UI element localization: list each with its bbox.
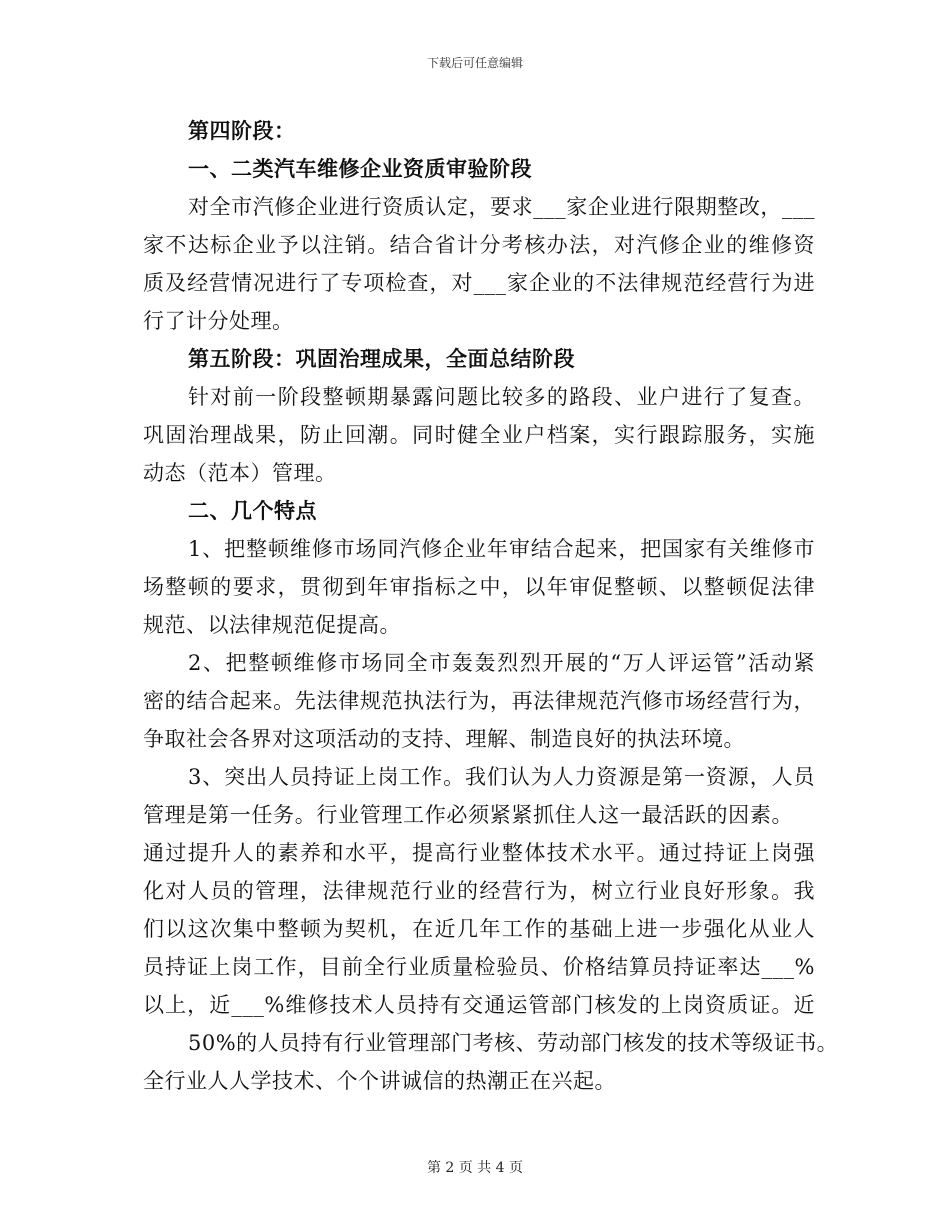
paragraph-line: 争取社会各界对这项活动的支持、理解、制造良好的执法环境。 [143,727,745,751]
section-heading-qualification: 一、二类汽车维修企业资质审验阶段 [188,156,532,181]
paragraph-line: 规范、以法律规范促提高。 [143,613,401,637]
paragraph-line: 通过提升人的素养和水平，提高行业整体技术水平。通过持证上岗强 [143,841,815,865]
paragraph-line: 巩固治理战果，防止回潮。同时健全业户档案，实行跟踪服务，实施 [143,423,815,447]
paragraph-line: 3、突出人员持证上岗工作。我们认为人力资源是第一资源，人员 [188,765,815,789]
paragraph-line: 针对前一阶段整顿期暴露问题比较多的路段、业户进行了复查。 [188,385,815,409]
document-body [143,112,839,1100]
paragraph-line: 对全市汽修企业进行资质认定，要求___家企业进行限期整改，___ [188,195,815,219]
page-number: 第 2 页 共 4 页 [426,1160,524,1176]
paragraph-line: 1、把整顿维修市场同汽修企业年审结合起来，把国家有关维修市 [188,537,815,561]
paragraph-line: 家不达标企业予以注销。结合省计分考核办法，对汽修企业的维修资 [143,233,815,257]
paragraph-line: 全行业人人学技术、个个讲诚信的热潮正在兴起。 [143,1069,616,1093]
paragraph-line: 50%的人员持有行业管理部门考核、劳动部门核发的技术等级证书。 [188,1031,839,1055]
paragraph-line: 场整顿的要求，贯彻到年审指标之中，以年审促整顿、以整顿促法律 [143,575,815,599]
paragraph-line: 化对人员的管理，法律规范行业的经营行为，树立行业良好形象。我 [143,879,815,903]
stage-five-heading: 第五阶段：巩固治理成果，全面总结阶段 [188,346,575,371]
paragraph-line: 2、把整顿维修市场同全市轰轰烈烈开展的“万人评运管”活动紧 [188,651,815,675]
section-heading-features: 二、几个特点 [188,498,317,523]
paragraph-line: 密的结合起来。先法律规范执法行为，再法律规范汽修市场经营行为， [143,689,815,713]
paragraph-line: 们以这次集中整顿为契机，在近几年工作的基础上进一步强化从业人 [143,917,815,941]
paragraph-line: 质及经营情况进行了专项检查，对___家企业的不法律规范经营行为进 [143,271,815,295]
paragraph-line: 行了计分处理。 [143,309,294,333]
stage-four-heading: 第四阶段： [188,118,296,143]
paragraph-line: 管理是第一任务。行业管理工作必须紧紧抓住人这一最活跃的因素。 [143,803,793,827]
paragraph-line: 动态（范本）管理。 [143,461,337,485]
paragraph-line: 以上，近___%维修技术人员持有交通运管部门核发的上岗资质证。近 [143,993,815,1017]
header-note: 下载后可任意编辑 [426,56,523,70]
paragraph-line: 员持证上岗工作，目前全行业质量检验员、价格结算员持证率达___% [143,955,815,979]
